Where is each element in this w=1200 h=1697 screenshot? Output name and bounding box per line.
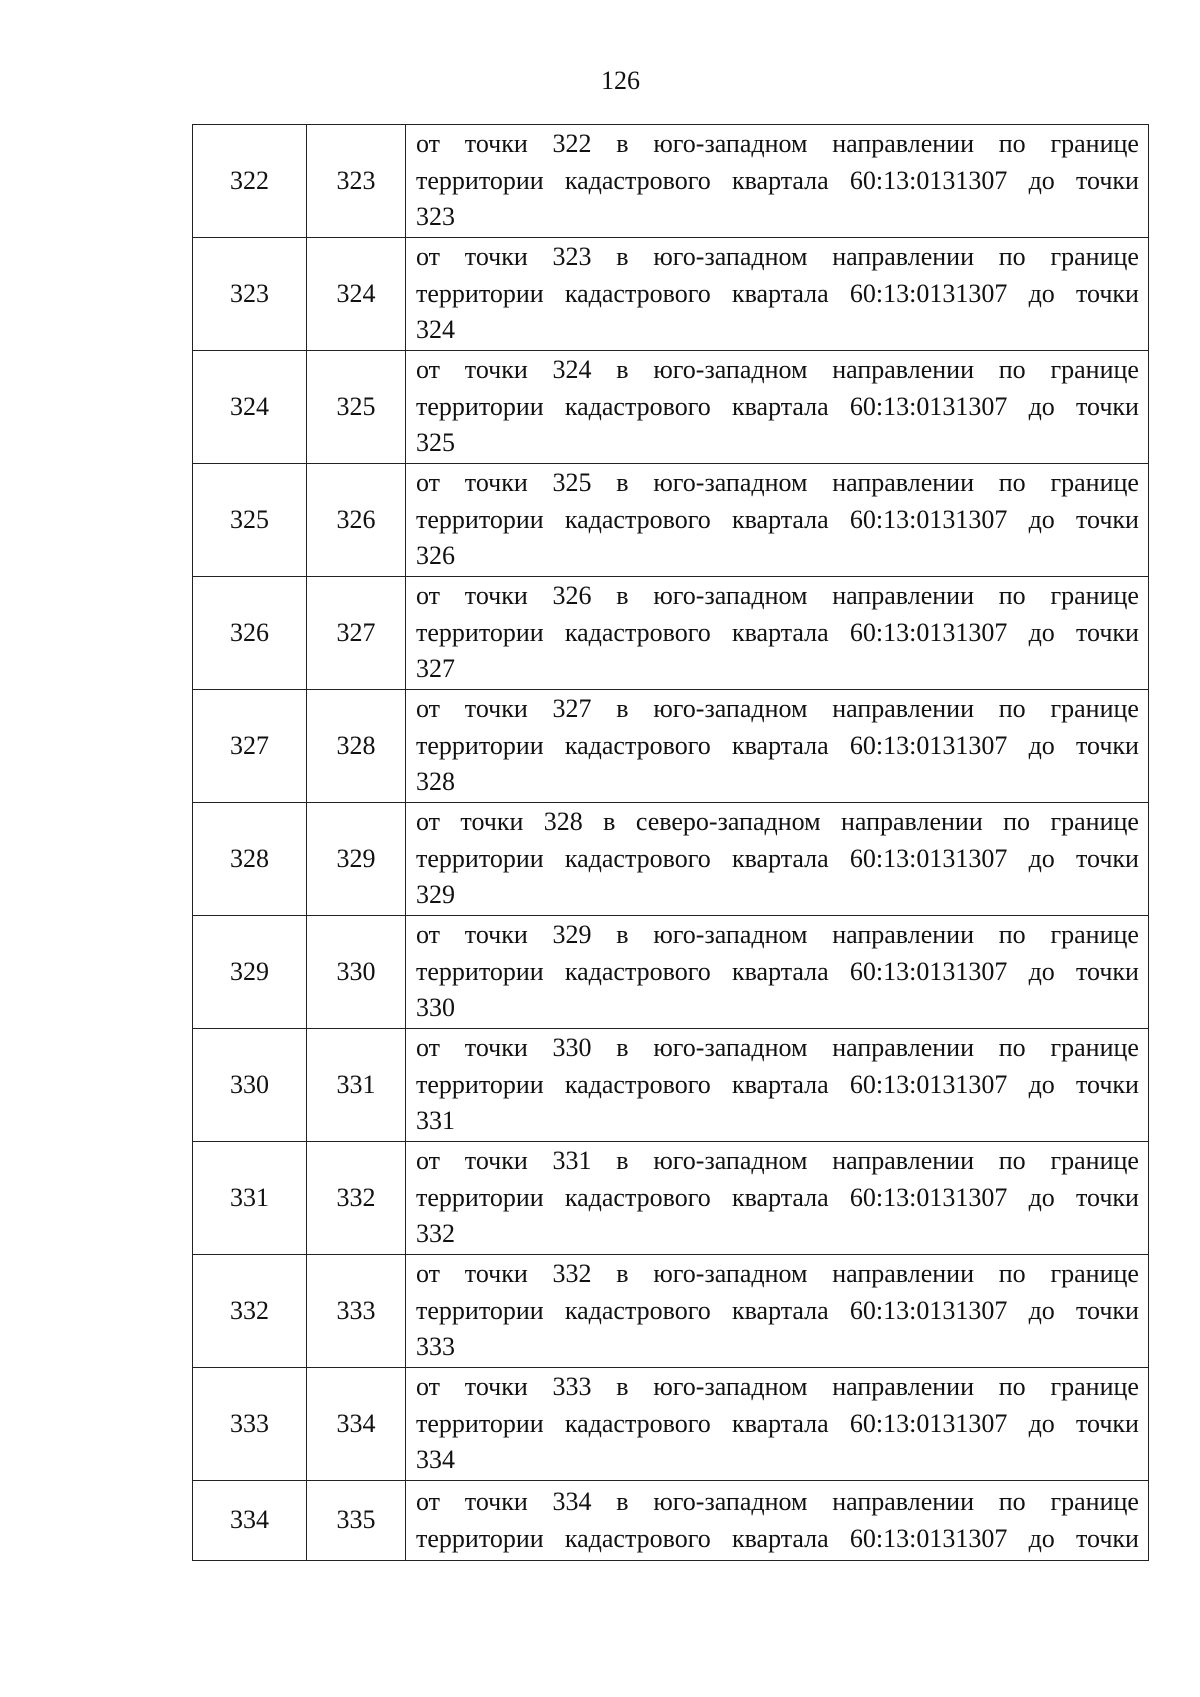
point-from-cell: 322 xyxy=(193,125,307,238)
description-word: в xyxy=(616,1033,629,1063)
description-word: направлении xyxy=(832,1146,974,1176)
description-word: кадастрового xyxy=(564,1523,711,1553)
table-row xyxy=(193,1142,1149,1255)
point-to-cell: 327 xyxy=(307,577,406,690)
description-word: 331 xyxy=(552,1146,592,1176)
description-word: в xyxy=(616,920,629,950)
description-word: 60:13:0131307 xyxy=(849,1408,1008,1438)
description-word: 332 xyxy=(552,1259,592,1289)
description-word: по xyxy=(998,355,1026,385)
point-to-cell: 335 xyxy=(307,1481,406,1561)
point-to-cell: 323 xyxy=(307,125,406,238)
description-word: территории xyxy=(416,1523,544,1553)
description-word: точки xyxy=(464,242,528,272)
description-word: от xyxy=(416,920,441,950)
description-word: точки xyxy=(1076,278,1139,308)
description-line xyxy=(416,1067,1139,1104)
description-word: юго-западном xyxy=(653,468,808,498)
description-word: до xyxy=(1028,1408,1055,1438)
description-word: в xyxy=(616,1372,629,1402)
description-word: до xyxy=(1028,843,1055,873)
description-word: 60:13:0131307 xyxy=(849,391,1008,421)
description-line-end-point: 327 xyxy=(416,654,455,684)
boundary-description-cell xyxy=(406,1368,1149,1481)
description-word: границе xyxy=(1050,1146,1139,1176)
point-to-cell: 330 xyxy=(307,916,406,1029)
description-word: границе xyxy=(1050,1033,1139,1063)
point-from-cell: 325 xyxy=(193,464,307,577)
description-word: кадастрового xyxy=(564,1069,711,1099)
description-line-end-point: 334 xyxy=(416,1445,455,1475)
description-word: границе xyxy=(1050,1372,1139,1402)
description-word: точки xyxy=(1076,843,1139,873)
description-word: юго-западном xyxy=(653,694,808,724)
description-word: кадастрового xyxy=(564,617,711,647)
description-word: точки xyxy=(464,581,528,611)
description-word: до xyxy=(1028,956,1055,986)
description-word: в xyxy=(616,129,629,159)
table-row xyxy=(193,238,1149,351)
description-word: по xyxy=(998,468,1026,498)
description-word: до xyxy=(1028,278,1055,308)
table-row xyxy=(193,577,1149,690)
description-word: границе xyxy=(1050,581,1139,611)
description-line-end-point: 330 xyxy=(416,993,455,1023)
description-word: точки xyxy=(464,468,528,498)
description-word: по xyxy=(998,1372,1026,1402)
description-word: от xyxy=(416,355,441,385)
description-word: от xyxy=(416,694,441,724)
description-word: направлении xyxy=(832,920,974,950)
description-word: 60:13:0131307 xyxy=(849,1295,1008,1325)
description-word: по xyxy=(998,1259,1026,1289)
description-word: по xyxy=(998,1033,1026,1063)
point-from-cell: 333 xyxy=(193,1368,307,1481)
description-word: юго-западном xyxy=(653,242,808,272)
description-word: квартала xyxy=(731,504,829,534)
description-word: точки xyxy=(464,694,528,724)
description-word: от xyxy=(416,1487,441,1516)
boundary-description-cell xyxy=(406,238,1149,351)
description-line xyxy=(416,1369,1139,1406)
description-word: юго-западном xyxy=(653,355,808,385)
description-line xyxy=(416,615,1139,652)
description-word: территории xyxy=(416,843,544,873)
description-word: 329 xyxy=(552,920,592,950)
description-line xyxy=(416,804,1139,841)
description-word: точки xyxy=(1076,956,1139,986)
description-word: границе xyxy=(1050,807,1139,837)
boundary-description-cell xyxy=(406,1255,1149,1368)
description-word: кадастрового xyxy=(564,391,711,421)
description-word: точки xyxy=(1076,1408,1139,1438)
description-word: направлении xyxy=(840,807,983,837)
point-from-cell: 334 xyxy=(193,1481,307,1561)
description-word: границе xyxy=(1050,1487,1139,1516)
description-word: северо-западном xyxy=(635,807,821,837)
description-word: точки xyxy=(464,920,528,950)
description-word: юго-западном xyxy=(653,1372,808,1402)
description-word: по xyxy=(998,581,1026,611)
description-line-end-point: 324 xyxy=(416,315,455,345)
boundary-description-table xyxy=(192,124,1149,1561)
description-word: точки xyxy=(1076,730,1139,760)
boundary-description-cell xyxy=(406,1481,1149,1561)
description-word: в xyxy=(616,1259,629,1289)
description-word: точки xyxy=(464,129,528,159)
description-line xyxy=(416,578,1139,615)
description-word: территории xyxy=(416,1295,544,1325)
description-word: направлении xyxy=(832,468,974,498)
description-word: 323 xyxy=(552,242,592,272)
description-word: территории xyxy=(416,1408,544,1438)
boundary-description-cell xyxy=(406,1029,1149,1142)
description-word: квартала xyxy=(731,1295,829,1325)
description-word: до xyxy=(1028,1069,1055,1099)
table-row xyxy=(193,1481,1149,1561)
description-word: квартала xyxy=(731,1069,829,1099)
description-word: 60:13:0131307 xyxy=(849,843,1008,873)
description-word: квартала xyxy=(731,1182,829,1212)
description-word: кадастрового xyxy=(564,165,711,195)
description-word: квартала xyxy=(731,956,829,986)
description-word: в xyxy=(616,355,629,385)
point-from-cell: 332 xyxy=(193,1255,307,1368)
description-word: точки xyxy=(1076,165,1139,195)
description-word: территории xyxy=(416,956,544,986)
description-word: в xyxy=(616,242,629,272)
description-word: квартала xyxy=(731,278,829,308)
table-row xyxy=(193,351,1149,464)
description-line xyxy=(416,841,1139,878)
description-word: кадастрового xyxy=(564,1408,711,1438)
description-word: 334 xyxy=(552,1487,592,1516)
table-row xyxy=(193,803,1149,916)
point-from-cell: 328 xyxy=(193,803,307,916)
description-line xyxy=(416,917,1139,954)
description-word: границе xyxy=(1050,1259,1139,1289)
point-from-cell: 330 xyxy=(193,1029,307,1142)
description-word: территории xyxy=(416,278,544,308)
table-row xyxy=(193,1255,1149,1368)
description-line xyxy=(416,728,1139,765)
description-word: территории xyxy=(416,617,544,647)
description-word: 60:13:0131307 xyxy=(849,504,1008,534)
description-word: 60:13:0131307 xyxy=(849,1523,1008,1553)
description-word: в xyxy=(616,694,629,724)
point-to-cell: 334 xyxy=(307,1368,406,1481)
description-word: территории xyxy=(416,730,544,760)
description-word: юго-западном xyxy=(653,920,808,950)
description-word: до xyxy=(1028,1182,1055,1212)
point-to-cell: 328 xyxy=(307,690,406,803)
point-from-cell: 323 xyxy=(193,238,307,351)
point-to-cell: 324 xyxy=(307,238,406,351)
description-word: 327 xyxy=(552,694,592,724)
description-word: точки xyxy=(1076,504,1139,534)
description-word: кадастрового xyxy=(564,504,711,534)
description-line xyxy=(416,1521,1139,1558)
point-from-cell: 327 xyxy=(193,690,307,803)
point-from-cell: 329 xyxy=(193,916,307,1029)
point-from-cell: 324 xyxy=(193,351,307,464)
description-word: направлении xyxy=(832,581,974,611)
point-to-cell: 326 xyxy=(307,464,406,577)
description-word: до xyxy=(1028,730,1055,760)
description-word: 60:13:0131307 xyxy=(849,956,1008,986)
description-word: территории xyxy=(416,391,544,421)
description-word: от xyxy=(416,242,441,272)
description-word: территории xyxy=(416,165,544,195)
description-line xyxy=(416,1293,1139,1330)
description-line xyxy=(416,954,1139,991)
boundary-description-cell xyxy=(406,351,1149,464)
description-word: квартала xyxy=(731,1523,829,1553)
description-word: юго-западном xyxy=(653,1033,808,1063)
description-word: юго-западном xyxy=(653,1487,808,1516)
description-line xyxy=(416,1406,1139,1443)
description-line xyxy=(416,1030,1139,1067)
description-word: от xyxy=(416,807,441,837)
boundary-description-cell xyxy=(406,125,1149,238)
description-word: границе xyxy=(1050,694,1139,724)
description-word: точки xyxy=(460,807,524,837)
description-word: направлении xyxy=(832,1033,974,1063)
description-word: направлении xyxy=(832,355,974,385)
description-word: точки xyxy=(1076,391,1139,421)
description-word: кадастрового xyxy=(564,843,711,873)
description-word: по xyxy=(998,1487,1026,1516)
description-word: 60:13:0131307 xyxy=(849,617,1008,647)
description-word: 60:13:0131307 xyxy=(849,278,1008,308)
description-word: точки xyxy=(464,1146,528,1176)
description-word: от xyxy=(416,1146,441,1176)
description-word: кадастрового xyxy=(564,730,711,760)
description-word: точки xyxy=(1076,1295,1139,1325)
table-row xyxy=(193,464,1149,577)
description-line-end-point: 333 xyxy=(416,1332,455,1362)
description-word: точки xyxy=(464,1487,528,1516)
description-word: точки xyxy=(464,1372,528,1402)
description-word: 60:13:0131307 xyxy=(849,1182,1008,1212)
description-word: до xyxy=(1028,1295,1055,1325)
description-word: юго-западном xyxy=(653,1146,808,1176)
description-line xyxy=(416,126,1139,163)
table-body xyxy=(193,125,1149,1561)
description-word: по xyxy=(998,242,1026,272)
point-to-cell: 325 xyxy=(307,351,406,464)
description-word: юго-западном xyxy=(653,129,808,159)
description-word: направлении xyxy=(832,129,974,159)
description-word: границе xyxy=(1050,920,1139,950)
description-word: кадастрового xyxy=(564,1295,711,1325)
description-word: квартала xyxy=(731,730,829,760)
description-word: направлении xyxy=(832,242,974,272)
point-from-cell: 326 xyxy=(193,577,307,690)
description-word: кадастрового xyxy=(564,278,711,308)
description-word: точки xyxy=(464,1259,528,1289)
description-word: до xyxy=(1028,391,1055,421)
description-word: от xyxy=(416,1259,441,1289)
description-line xyxy=(416,276,1139,313)
description-line xyxy=(416,1180,1139,1217)
description-word: 325 xyxy=(552,468,592,498)
description-word: 333 xyxy=(552,1372,592,1402)
description-word: границе xyxy=(1050,355,1139,385)
description-word: точки xyxy=(464,355,528,385)
description-word: направлении xyxy=(832,694,974,724)
description-word: точки xyxy=(464,1033,528,1063)
description-word: 326 xyxy=(552,581,592,611)
boundary-description-cell xyxy=(406,690,1149,803)
description-word: в xyxy=(616,1487,629,1516)
description-word: юго-западном xyxy=(653,1259,808,1289)
description-word: до xyxy=(1028,617,1055,647)
point-to-cell: 331 xyxy=(307,1029,406,1142)
description-line xyxy=(416,691,1139,728)
description-word: до xyxy=(1028,1523,1055,1553)
description-word: от xyxy=(416,468,441,498)
description-line xyxy=(416,502,1139,539)
description-word: по xyxy=(998,129,1026,159)
boundary-description-cell xyxy=(406,464,1149,577)
point-to-cell: 332 xyxy=(307,1142,406,1255)
description-word: от xyxy=(416,129,441,159)
description-line-end-point: 325 xyxy=(416,428,455,458)
description-word: границе xyxy=(1050,129,1139,159)
description-word: в xyxy=(616,468,629,498)
description-word: 322 xyxy=(552,129,592,159)
description-word: квартала xyxy=(731,391,829,421)
description-word: в xyxy=(603,807,616,837)
point-to-cell: 333 xyxy=(307,1255,406,1368)
description-line-end-point: 331 xyxy=(416,1106,455,1136)
description-line xyxy=(416,1256,1139,1293)
description-word: квартала xyxy=(731,165,829,195)
table-row xyxy=(193,1368,1149,1481)
description-word: квартала xyxy=(731,617,829,647)
description-word: точки xyxy=(1076,1182,1139,1212)
table-row xyxy=(193,125,1149,238)
page-number: 126 xyxy=(601,66,640,95)
description-word: 324 xyxy=(552,355,592,385)
boundary-description-cell xyxy=(406,1142,1149,1255)
description-word: квартала xyxy=(731,843,829,873)
table-row xyxy=(193,690,1149,803)
description-line xyxy=(416,239,1139,276)
description-word: территории xyxy=(416,1182,544,1212)
description-word: по xyxy=(998,920,1026,950)
description-word: территории xyxy=(416,1069,544,1099)
description-word: 328 xyxy=(543,807,583,837)
description-word: от xyxy=(416,581,441,611)
description-word: от xyxy=(416,1033,441,1063)
description-word: территории xyxy=(416,504,544,534)
boundary-description-cell xyxy=(406,803,1149,916)
description-line-end-point: 323 xyxy=(416,202,455,232)
description-word: точки xyxy=(1076,1069,1139,1099)
description-line xyxy=(416,352,1139,389)
point-to-cell: 329 xyxy=(307,803,406,916)
description-word: кадастрового xyxy=(564,956,711,986)
description-line-end-point: 332 xyxy=(416,1219,455,1249)
description-word: 60:13:0131307 xyxy=(849,730,1008,760)
description-word: точки xyxy=(1076,1523,1139,1553)
description-line xyxy=(416,1143,1139,1180)
description-word: 60:13:0131307 xyxy=(849,165,1008,195)
description-word: по xyxy=(1003,807,1031,837)
description-word: юго-западном xyxy=(653,581,808,611)
description-word: направлении xyxy=(832,1487,974,1516)
boundary-description-cell xyxy=(406,916,1149,1029)
description-line xyxy=(416,465,1139,502)
description-line-end-point: 329 xyxy=(416,880,455,910)
boundary-description-cell xyxy=(406,577,1149,690)
description-word: 330 xyxy=(552,1033,592,1063)
description-word: направлении xyxy=(832,1259,974,1289)
description-word: направлении xyxy=(832,1372,974,1402)
description-line-end-point: 326 xyxy=(416,541,455,571)
description-line xyxy=(416,1484,1139,1521)
description-word: до xyxy=(1028,504,1055,534)
description-word: по xyxy=(998,694,1026,724)
table-row xyxy=(193,1029,1149,1142)
description-word: квартала xyxy=(731,1408,829,1438)
description-word: до xyxy=(1028,165,1055,195)
table-row xyxy=(193,916,1149,1029)
description-word: точки xyxy=(1076,617,1139,647)
description-word: границе xyxy=(1050,468,1139,498)
point-from-cell: 331 xyxy=(193,1142,307,1255)
description-line-end-point: 328 xyxy=(416,767,455,797)
description-word: в xyxy=(616,581,629,611)
description-line xyxy=(416,163,1139,200)
description-word: в xyxy=(616,1146,629,1176)
description-line xyxy=(416,389,1139,426)
description-word: границе xyxy=(1050,242,1139,272)
description-word: кадастрового xyxy=(564,1182,711,1212)
description-word: от xyxy=(416,1372,441,1402)
description-word: 60:13:0131307 xyxy=(849,1069,1008,1099)
description-word: по xyxy=(998,1146,1026,1176)
